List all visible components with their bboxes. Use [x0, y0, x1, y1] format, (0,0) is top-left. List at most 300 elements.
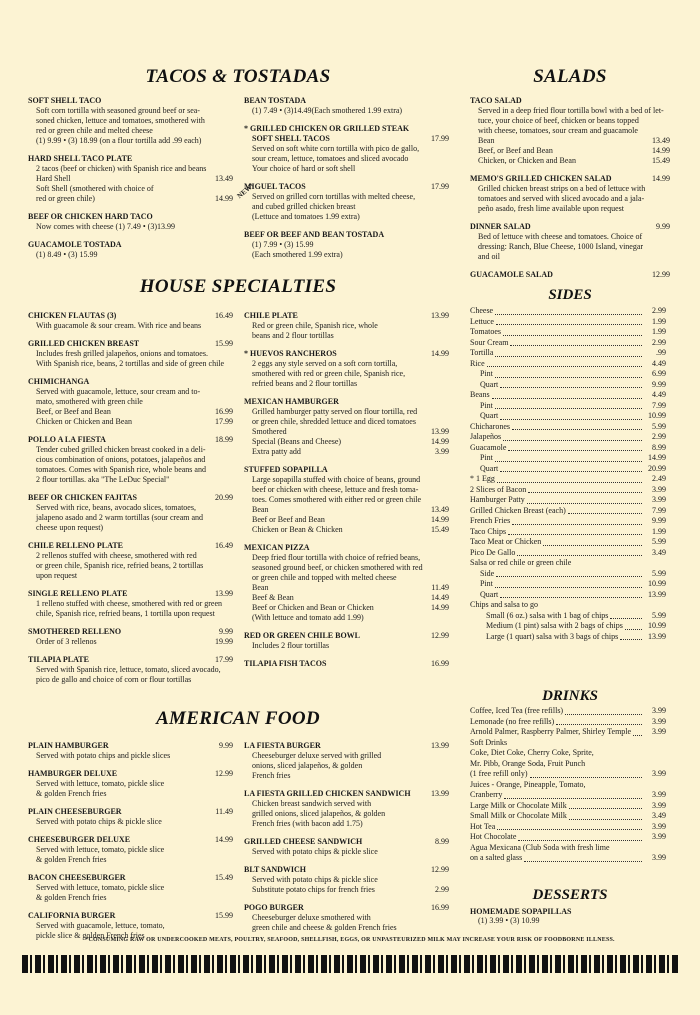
- side-item: [470, 369, 666, 380]
- side-item-name: 2 Slices of Bacon: [470, 484, 527, 494]
- menu-item-option-name: Beef, or Beef and Bean: [478, 146, 553, 155]
- menu-item-header: [28, 835, 233, 845]
- menu-item-header: [244, 865, 449, 875]
- menu-item: [28, 769, 233, 799]
- section-title-american: AMERICAN FOOD: [156, 708, 320, 729]
- menu-item-price: [203, 212, 233, 222]
- menu-item-header: [28, 339, 233, 349]
- menu-item-option-name: Chicken or Chicken and Bean: [36, 417, 132, 426]
- menu-item-option: [28, 407, 233, 417]
- menu-item-option-price: 14.99: [431, 603, 449, 612]
- menu-item-option-name: Beef & Bean: [252, 593, 294, 602]
- menu-item-price: 16.99: [431, 659, 449, 668]
- side-item-name: Tortilla: [470, 348, 494, 357]
- leader-dots: [503, 440, 642, 441]
- menu-item: [244, 311, 449, 341]
- side-item-price: 1.99: [652, 327, 666, 336]
- menu-item-header: [28, 655, 233, 665]
- side-item: [470, 306, 666, 317]
- menu-item-price: [419, 543, 449, 553]
- menu-item-description: red or green chile and melted cheese: [36, 126, 153, 135]
- side-item: [470, 453, 666, 464]
- menu-item-description: grilled onions, sliced jalapeños, & golden: [252, 809, 386, 818]
- menu-item-description: French fries (with bacon add 1.75): [252, 819, 363, 828]
- menu-item-option-name: red or green chile): [36, 194, 95, 203]
- leader-dots: [492, 398, 642, 399]
- side-item-price: 8.99: [652, 442, 666, 452]
- menu-item: [244, 741, 449, 781]
- menu-item: [244, 349, 449, 389]
- drink-item-name: (1 free refill only): [470, 769, 528, 778]
- menu-item-description: tomatoes. Comes with Spanish rice, whole beans and: [36, 465, 206, 474]
- leader-dots: [527, 503, 642, 504]
- menu-item-option-name: Soft Shell (smothered with choice of: [36, 184, 154, 193]
- menu-item-option: [470, 146, 670, 156]
- menu-item-description: Grilled chicken breast strips on a bed of lettuce with: [478, 184, 646, 193]
- menu-item: [28, 96, 233, 146]
- salsa-heading: Salsa or red chile or green chile: [470, 558, 572, 567]
- menu-item-price: 12.99: [215, 769, 233, 778]
- menu-item: [244, 96, 449, 116]
- leader-dots: [500, 597, 642, 598]
- menu-item-option-price: 14.99: [431, 437, 449, 446]
- menu-item-option-price: 15.49: [652, 156, 670, 165]
- side-item-price: 3.99: [652, 495, 666, 504]
- drink-item: [470, 769, 666, 780]
- menu-item-description: With guacamole & sour cream. With rice and beans: [36, 321, 202, 330]
- menu-item-price: 17.99: [215, 655, 233, 664]
- menu-item-option-price: 14.99: [215, 194, 233, 203]
- side-item: [470, 380, 666, 391]
- leader-dots: [518, 840, 642, 841]
- menu-item-option: [28, 184, 233, 194]
- menu-item-description: (1) 7.49 • (3)14.49(Each smothered 1.99 extra): [252, 106, 403, 115]
- drink-item-text: Coke, Diet Coke, Cherry Coke, Sprite,: [470, 748, 594, 757]
- menu-item-option-name: Beef, or Beef and Bean: [36, 407, 111, 416]
- drink-item-name: Lemonade (no free refills): [470, 716, 555, 726]
- menu-item-header: [28, 96, 233, 106]
- menu-item-description: 1 relleno stuffed with cheese, smothered with red or green: [36, 599, 223, 608]
- menu-item-price: 9.99: [656, 222, 670, 231]
- leader-dots: [500, 471, 642, 472]
- menu-item-price: 16.99: [431, 903, 449, 912]
- leader-dots: [524, 861, 642, 862]
- leader-dots: [568, 513, 642, 514]
- side-item: [470, 495, 666, 506]
- menu-item-description: Served with guacamole, lettuce, tomato,: [36, 921, 165, 930]
- menu-item-name: SINGLE RELLENO PLATE: [28, 589, 128, 598]
- menu-item-header: [28, 873, 233, 883]
- side-item-name: Pico De Gallo: [470, 547, 516, 557]
- menu-item-header: [244, 349, 449, 359]
- menu-item-description: Served with potato chips & pickle slice: [252, 875, 378, 884]
- side-item-price: 5.99: [652, 537, 666, 546]
- menu-item-description: With Spanish rice, beans, 2 tortillas and side of green chile: [36, 359, 225, 368]
- menu-item-price: 14.99: [431, 349, 449, 358]
- side-item: [470, 443, 666, 454]
- side-item: [470, 432, 666, 443]
- american-right-column: [244, 741, 449, 941]
- leader-dots: [487, 366, 642, 367]
- menu-item-price: 14.99: [652, 174, 670, 183]
- menu-item-description: onions, sliced jalapeños, & golden: [252, 761, 363, 770]
- side-item-price: 2.99: [652, 306, 666, 315]
- menu-item-name: CALIFORNIA BURGER: [28, 911, 116, 920]
- menu-item-name: LA FIESTA GRILLED CHICKEN SANDWICH: [244, 789, 411, 798]
- menu-item-description: Served on soft white corn tortilla with pico de gallo,: [252, 144, 420, 153]
- menu-item-option-name: Smothered: [252, 427, 287, 436]
- menu-item-price: 13.99: [215, 589, 233, 598]
- menu-item-option-price: 19.99: [215, 637, 233, 646]
- menu-item-description: tomatoes and served with sliced avocado and a jala-: [478, 194, 645, 203]
- section-title-salads: SALADS: [533, 66, 607, 87]
- menu-item-description: cious combination of onions, potatoes, jalapeños and: [36, 455, 206, 464]
- menu-item-price: 11.49: [215, 807, 233, 816]
- side-item-price: 1.99: [652, 526, 666, 536]
- side-item: [470, 422, 666, 433]
- side-item-price: 1.99: [652, 316, 666, 326]
- leader-dots: [512, 524, 642, 525]
- menu-item-option-price: 17.99: [215, 417, 233, 426]
- side-item-name: Taco Chips: [470, 526, 507, 536]
- menu-item-option-name: Special (Beans and Cheese): [252, 437, 342, 446]
- menu-item-description: Tender cubed grilled chicken breast cooked in a deli-: [36, 445, 206, 454]
- menu-item-description: beef or chicken with cheese, lettuce and fresh toma-: [252, 485, 419, 494]
- menu-item-header: [244, 311, 449, 321]
- drink-item-price: 3.99: [652, 800, 666, 810]
- menu-item-option-name: Chicken or Bean & Chicken: [252, 525, 343, 534]
- menu-item: [28, 807, 233, 827]
- menu-item-description: & golden French fries: [36, 789, 107, 798]
- menu-item-description: 2 tacos (beef or chicken) with Spanish rice and beans: [36, 164, 207, 173]
- menu-item-header: [244, 837, 449, 847]
- side-item-price: 10.99: [648, 411, 666, 420]
- side-item-price: 3.99: [652, 484, 666, 494]
- menu-item: [470, 270, 670, 280]
- menu-item: [470, 96, 670, 166]
- menu-item: [244, 865, 449, 895]
- section-title-tacos: TACOS & TOSTADAS: [145, 66, 331, 87]
- menu-item-description: Served with potato chips and pickle slices: [36, 751, 171, 760]
- menu-item-description: toes. Comes smothered with either red or green chile: [252, 495, 422, 504]
- menu-item-description: Served with Spanish rice, lettuce, tomato, sliced avocado,: [36, 665, 221, 674]
- dessert-prices: (1) 3.99 • (3) 10.99: [478, 916, 540, 925]
- menu-item-header: [28, 541, 233, 551]
- menu-item-header: [28, 435, 233, 445]
- menu-item-name: BEAN TOSTADA: [244, 96, 307, 105]
- side-item-name: * 1 Egg: [470, 474, 495, 483]
- menu-item: [28, 154, 233, 204]
- menu-item-option: [244, 583, 449, 593]
- menu-item-price: 15.99: [215, 911, 233, 920]
- leader-dots: [496, 324, 642, 325]
- menu-item-price: 12.99: [431, 631, 449, 640]
- menu-item-option-price: 13.49: [431, 505, 449, 514]
- menu-item-option-price: 15.49: [431, 525, 449, 534]
- side-item-name: Grilled Chicken Breast (each): [470, 505, 566, 515]
- menu-item-option-name: Bean: [252, 505, 269, 514]
- side-item-price: 7.99: [652, 505, 666, 515]
- drink-item-name: Cranberry: [470, 790, 503, 799]
- menu-item-price: [203, 377, 233, 387]
- menu-item: [244, 182, 449, 222]
- leader-dots: [504, 798, 642, 799]
- menu-item-name: MEXICAN HAMBURGER: [244, 397, 339, 406]
- menu-item-name: SOFT SHELL TACO: [28, 96, 102, 105]
- leader-dots: [620, 639, 642, 640]
- section-title-desserts: DESSERTS: [532, 887, 608, 903]
- menu-item-price: 12.99: [431, 865, 449, 874]
- menu-item-option: [28, 194, 233, 204]
- menu-item-name: SMOTHERED RELLENO: [28, 627, 122, 636]
- menu-item-name: CHEESEBURGER DELUXE: [28, 835, 131, 844]
- side-item-name: Rice: [470, 358, 485, 368]
- leader-dots: [496, 576, 642, 577]
- menu-item-price: 8.99: [435, 837, 449, 846]
- salsa-item-name: Pint: [480, 579, 493, 588]
- drink-item-name: Hot Tea: [470, 821, 496, 831]
- menu-item-description: pickle slice & golden French fries: [36, 931, 145, 940]
- chips-heading: Chips and salsa to go: [470, 600, 538, 609]
- section-title-sides: SIDES: [548, 287, 592, 303]
- leader-dots: [633, 735, 642, 736]
- menu-item-header: [244, 789, 449, 799]
- leader-dots: [610, 618, 642, 619]
- menu-item-name: * GRILLED CHICKEN OR GRILLED STEAK: [244, 124, 410, 133]
- menu-item-price: 13.99: [431, 311, 449, 320]
- drink-item-price: 3.99: [652, 716, 666, 726]
- menu-item-header: [470, 222, 670, 232]
- menu-item-description: seasoned ground beef, or chicken smothered with red: [252, 563, 423, 572]
- menu-item-option-price: 13.49: [652, 136, 670, 145]
- menu-item-option: [28, 637, 233, 647]
- decorative-border: [22, 955, 678, 973]
- menu-item-option-price: 11.49: [431, 583, 449, 592]
- side-item-price: 20.99: [648, 463, 666, 473]
- sides-list: [470, 306, 666, 642]
- menu-item-description: dressing: Ranch, Blue Cheese, 1000 Island, vinegar: [478, 242, 644, 251]
- drink-item-name: on a salted glass: [470, 853, 523, 862]
- leader-dots: [495, 314, 642, 315]
- side-item: [470, 401, 666, 412]
- menu-item-name: MEXICAN PIZZA: [244, 543, 310, 552]
- menu-item-subheading: [244, 134, 449, 144]
- menu-item-option: [244, 885, 449, 895]
- chips-item-name: Large (1 quart) salsa with 3 bags of chips: [486, 631, 619, 641]
- menu-item-price: 16.49: [215, 311, 233, 320]
- drink-item-price: 3.99: [652, 853, 666, 862]
- menu-item-name: CHIMICHANGA: [28, 377, 90, 386]
- menu-item-description: mato, smothered with green chile: [36, 397, 143, 406]
- menu-item-price: 9.99: [219, 627, 233, 636]
- drink-item-price: 3.99: [652, 769, 666, 778]
- menu-item-name: RED OR GREEN CHILE BOWL: [244, 631, 361, 640]
- menu-item: [28, 377, 233, 427]
- menu-item-header: [28, 154, 233, 164]
- menu-item-description: Served with potato chips & pickle slice: [36, 817, 162, 826]
- menu-item-option: [28, 417, 233, 427]
- menu-item: [244, 124, 449, 174]
- menu-item-price: [203, 240, 233, 250]
- side-item-name: Quart: [480, 379, 499, 389]
- menu-item: [28, 240, 233, 260]
- menu-item-option: [244, 447, 449, 457]
- menu-item-description: Your choice of hard or soft shell: [252, 164, 356, 173]
- menu-item-description: Served with lettuce, tomato, pickle slice: [36, 845, 165, 854]
- leader-dots: [497, 829, 642, 830]
- drink-item: [470, 727, 666, 738]
- side-item-name: Taco Meat or Chicken: [470, 537, 542, 546]
- menu-item-name: TILAPIA PLATE: [28, 655, 89, 664]
- menu-item-price: [203, 96, 233, 106]
- new-badge: NEW!: [235, 181, 256, 201]
- menu-item-header: [470, 174, 670, 184]
- side-item-price: 3.49: [652, 547, 666, 557]
- menu-item-description: (Each smothered 1.99 extra): [252, 250, 343, 259]
- menu-item-header: [244, 631, 449, 641]
- menu-item-description: 2 flour tortillas. aka "The LeDuc Special": [36, 475, 170, 484]
- leader-dots: [530, 777, 642, 778]
- menu-item-subheading-price: 17.99: [431, 134, 449, 143]
- side-item: [470, 327, 666, 338]
- menu-item-description: Grilled hamburger patty served on flour tortilla, red: [252, 407, 418, 416]
- menu-item-header: [28, 589, 233, 599]
- side-item-name: Hamburger Patty: [470, 495, 525, 504]
- leader-dots: [495, 408, 642, 409]
- menu-item-option: [470, 136, 670, 146]
- menu-item-header: [244, 659, 449, 669]
- drink-item-text: Mr. Pibb, Orange Soda, Fruit Punch: [470, 758, 586, 768]
- house-left-column: [28, 311, 233, 693]
- menu-item-price: [419, 96, 449, 106]
- menu-item-header: [244, 543, 449, 553]
- menu-item-header: [244, 397, 449, 407]
- side-item: [470, 390, 666, 401]
- menu-item: [244, 230, 449, 260]
- menu-item-name: GRILLED CHICKEN BREAST: [28, 339, 140, 348]
- menu-item: [244, 465, 449, 535]
- menu-item-description: Cheeseburger deluxe served with grilled: [252, 751, 382, 760]
- menu-item-name: POLLO A LA FIESTA: [28, 435, 106, 444]
- menu-item-name: TACO SALAD: [470, 96, 522, 105]
- menu-item-description: pico de gallo and choice of corn or flour tortillas: [36, 675, 192, 684]
- side-item: [470, 537, 666, 548]
- leader-dots: [569, 808, 642, 809]
- menu-item-option-name: Bean: [478, 136, 495, 145]
- side-item-name: Beans: [470, 390, 490, 399]
- menu-item-price: 16.49: [215, 541, 233, 550]
- menu-item-option-price: [203, 184, 233, 194]
- drink-item-name: Coffee, Iced Tea (free refills): [470, 706, 564, 715]
- menu-item-header: [470, 96, 670, 106]
- menu-item-name: * HUEVOS RANCHEROS: [244, 349, 337, 358]
- menu-item-option: [244, 515, 449, 525]
- drink-item-price: 3.99: [652, 821, 666, 831]
- menu-item: [28, 873, 233, 903]
- menu-item-price: 17.99: [431, 182, 449, 191]
- menu-item-description: 2 rellenos stuffed with cheese, smothered with red: [36, 551, 197, 560]
- menu-item-name: TILAPIA FISH TACOS: [244, 659, 327, 668]
- menu-item-description: Red or green chile, Spanish rice, whole: [252, 321, 378, 330]
- menu-item-header: [244, 741, 449, 751]
- menu-item: [28, 627, 233, 647]
- menu-item-option: [28, 174, 233, 184]
- menu-item-description: sour cream, lettuce, tomatoes and sliced avocado: [252, 154, 409, 163]
- menu-item-option-name: Beef or Chicken and Bean or Chicken: [252, 603, 374, 612]
- menu-item: [28, 541, 233, 581]
- menu-item-option-name: Hard Shell: [36, 174, 71, 183]
- menu-item-option-price: 16.99: [215, 407, 233, 416]
- menu-item-price: 14.99: [215, 835, 233, 844]
- menu-item-option: [244, 613, 449, 623]
- chips-item-price: 5.99: [652, 610, 666, 620]
- menu-item-price: [640, 96, 670, 106]
- side-item-name: Tomatoes: [470, 327, 501, 336]
- menu-item-description: Chicken breast sandwich served with: [252, 799, 372, 808]
- menu-item: [28, 835, 233, 865]
- side-item-name: Pint: [480, 400, 493, 410]
- menu-item-header: [28, 240, 233, 250]
- menu-item-name: HARD SHELL TACO PLATE: [28, 154, 133, 163]
- drink-item-text: Soft Drinks: [470, 737, 508, 747]
- leader-dots: [517, 555, 642, 556]
- side-item-price: .99: [656, 348, 666, 357]
- menu-item-option: [244, 437, 449, 447]
- drink-item: [470, 853, 666, 864]
- menu-item: [28, 435, 233, 485]
- menu-item: [244, 397, 449, 457]
- menu-item-description: and cubed grilled chicken breast: [252, 202, 356, 211]
- side-item-name: Quart: [480, 411, 499, 420]
- section-title-house: HOUSE SPECIALTIES: [139, 276, 337, 297]
- menu-item-description: Served with potato chips & pickle slice: [252, 847, 378, 856]
- menu-item-description: Served with rice, beans, avocado slices, tomatoes,: [36, 503, 196, 512]
- menu-item-option: [244, 603, 449, 613]
- chips-item-name: Small (6 oz.) salsa with 1 bag of chips: [486, 610, 609, 620]
- menu-item-description: Deep fried flour tortilla with choice of refried beans,: [252, 553, 421, 562]
- leader-dots: [500, 387, 642, 388]
- menu-item-option: [244, 427, 449, 437]
- menu-item-description: & golden French fries: [36, 893, 107, 902]
- menu-item-name: DINNER SALAD: [470, 222, 531, 231]
- menu-item: [28, 655, 233, 685]
- drink-item-text: Agua Mexicana (Club Soda with fresh lime: [470, 842, 610, 852]
- side-item-price: 7.99: [652, 400, 666, 410]
- menu-item-description: refried beans and 2 flour tortillas: [252, 379, 358, 388]
- chips-item-price: 13.99: [648, 631, 666, 641]
- menu-item-price: 13.99: [431, 741, 449, 750]
- menu-item-option-price: 13.99: [431, 427, 449, 436]
- drink-item-name: Large Milk or Chocolate Milk: [470, 800, 567, 810]
- menu-item-name: POGO BURGER: [244, 903, 304, 912]
- menu-item-description: Large sopapilla stuffed with choice of beans, ground: [252, 475, 421, 484]
- side-item: [470, 474, 666, 485]
- menu-item: [244, 837, 449, 857]
- menu-item-name: HAMBURGER DELUXE: [28, 769, 118, 778]
- menu-item-name: BEEF OR BEEF AND BEAN TOSTADA: [244, 230, 385, 239]
- menu-item-price: 15.99: [215, 339, 233, 348]
- side-item: [470, 516, 666, 527]
- leader-dots: [556, 724, 642, 725]
- menu-item-option-price: 3.99: [435, 447, 449, 456]
- drink-item-price: 3.99: [652, 727, 666, 736]
- menu-item-description: beans and 2 flour tortillas: [252, 331, 334, 340]
- menu-item-name: LA FIESTA BURGER: [244, 741, 321, 750]
- menu-item-price: 15.49: [215, 873, 233, 882]
- menu-item: [244, 903, 449, 933]
- leader-dots: [510, 345, 642, 346]
- side-item-price: 4.49: [652, 390, 666, 399]
